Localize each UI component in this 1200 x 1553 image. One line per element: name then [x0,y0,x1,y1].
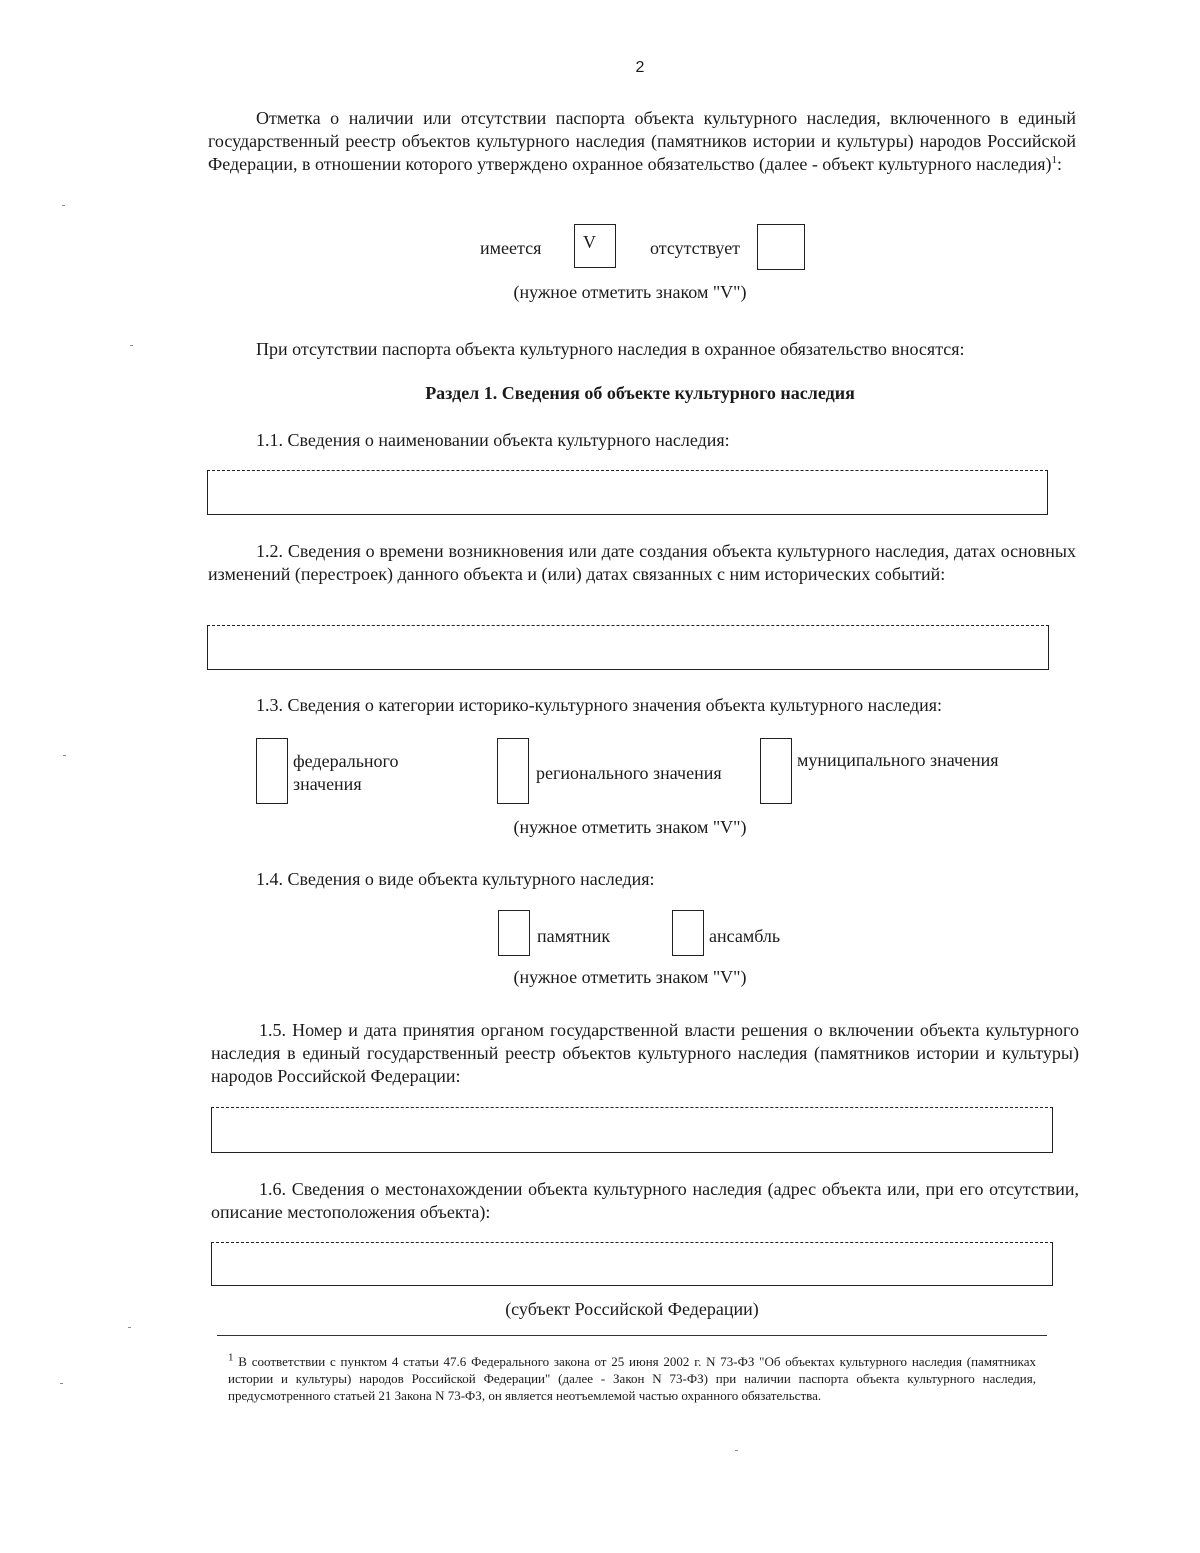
passport-absent-label: отсутствует [650,238,741,258]
section-1-1-label: 1.1. Сведения о наименовании объекта культурного наследия: [256,430,730,450]
subject-caption: (субъект Российской Федерации) [505,1299,759,1319]
section-1-2-label: 1.2. Сведения о времени возникновения или дате создания объекта культурного наследия, датах основных изменений (перестроек) данного объекта и (или) датах связанных с ним исторических событий: [208,541,1076,584]
section1-title: Раздел 1. Сведения об объекте культурного наследия [425,383,855,403]
section-1-5-paragraph [211,1019,1079,1088]
scan-speck [130,345,133,346]
footnote-separator [217,1335,1047,1336]
scan-speck [63,755,66,756]
footnote-mark: 1 [228,1351,234,1364]
passport-absent-checkbox[interactable] [757,224,805,270]
ensemble-label: ансамбль [709,926,781,946]
scan-speck [128,1327,131,1328]
municipal-checkbox[interactable] [760,738,792,804]
section-1-3-label: 1.3. Сведения о категории историко-культурного значения объекта культурного наследия: [256,695,943,715]
kind-hint: (нужное отметить знаком "V") [513,967,747,987]
municipal-label: муниципального значения [797,750,999,770]
page-number: 2 [635,59,645,76]
regional-label: регионального значения [536,763,722,783]
passport-present-label: имеется [480,238,542,258]
footnote-ref: 1 [1051,154,1058,166]
section-1-2-paragraph [208,540,1076,586]
absence-note: При отсутствии паспорта объекта культурного наследия в охранное обязательство вносятся: [256,339,965,359]
passport-hint: (нужное отметить знаком "V") [513,282,747,302]
passport-present-mark: V [583,232,596,252]
section-1-5-label: 1.5. Номер и дата принятия органом государственной власти решения о включении объекта культурного наследия в единый государственный реестр объектов культурного наследия (памятников истории и культуры) народов Российской Федерации: [211,1020,1079,1086]
regional-checkbox[interactable] [497,738,529,804]
scan-speck [62,205,65,206]
scan-speck [735,1450,738,1451]
category-hint: (нужное отметить знаком "V") [513,817,747,837]
footnote [228,1353,1036,1404]
section-1-6-paragraph [211,1178,1079,1224]
monument-checkbox[interactable] [498,910,530,956]
federal-label: федерального значения [293,751,399,794]
ensemble-checkbox[interactable] [672,910,704,956]
intro-paragraph [208,107,1076,176]
section-1-2-field[interactable] [207,625,1049,670]
passport-present-checkbox[interactable] [574,224,616,268]
section-1-6-field[interactable] [211,1242,1053,1286]
section-1-6-label: 1.6. Сведения о местонахождении объекта культурного наследия (адрес объекта или, при его отсутствии, описание местоположения объекта): [211,1179,1079,1222]
section-1-1-field[interactable] [207,470,1048,515]
scan-speck [60,1383,63,1384]
monument-label: памятник [537,926,611,946]
intro-tail: : [1057,154,1063,174]
section-1-5-field[interactable] [211,1107,1053,1153]
footnote-text: В соответствии с пунктом 4 статьи 47.6 Федерального закона от 25 июня 2002 г. N 73-ФЗ "Об объектах культурного наследия (памятниках истории и культуры) народов Российской Федерации" (далее - Закон N 73-ФЗ) при наличии паспорта объекта культурного наследия, предусмотренного статьей 21 Закона N 73-ФЗ, он является неотъемлемой частью охранного обязательства. [228,1354,1037,1403]
intro-text: Отметка о наличии или отсутствии паспорта объекта культурного наследия, включенного в единый государственный реестр объектов культурного наследия (памятников истории и культуры) народов Российской Федерации, в отношении которого утверждено охранное обязательство (далее - объект культурного наследия) [208,108,1076,174]
section-1-4-label: 1.4. Сведения о виде объекта культурного наследия: [256,869,655,889]
federal-checkbox[interactable] [256,738,288,804]
